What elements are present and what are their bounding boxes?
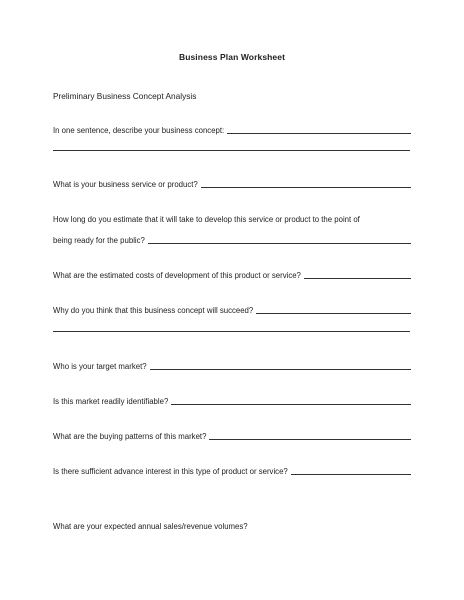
question-label: How long do you estimate that it will take to develop this service or product to the point of bbox=[53, 215, 360, 224]
answer-line-service-or-product[interactable] bbox=[201, 187, 411, 188]
answer-line-target-market[interactable] bbox=[150, 369, 411, 370]
question-label: Who is your target market? bbox=[53, 362, 147, 371]
answer-line-why-succeed-2[interactable] bbox=[53, 331, 410, 332]
question-service-or-product bbox=[53, 180, 411, 189]
question-development-costs bbox=[53, 271, 411, 280]
question-market-identifiable bbox=[53, 397, 411, 406]
answer-line-business-concept[interactable] bbox=[227, 133, 411, 134]
question-sales-volumes bbox=[53, 522, 411, 531]
question-label: What are your expected annual sales/revenue volumes? bbox=[53, 522, 248, 531]
answer-line-market-identifiable[interactable] bbox=[171, 404, 411, 405]
question-buying-patterns bbox=[53, 432, 411, 441]
section-heading: Preliminary Business Concept Analysis bbox=[53, 91, 197, 101]
question-label: What are the buying patterns of this market? bbox=[53, 432, 207, 441]
question-label: being ready for the public? bbox=[53, 236, 145, 245]
answer-line-buying-patterns[interactable] bbox=[209, 439, 411, 440]
answer-line-development-costs[interactable] bbox=[304, 278, 411, 279]
question-why-succeed bbox=[53, 306, 411, 315]
page-title: Business Plan Worksheet bbox=[178, 52, 286, 62]
question-advance-interest bbox=[53, 467, 411, 476]
question-label: Why do you think that this business concept will succeed? bbox=[53, 306, 254, 315]
question-label: In one sentence, describe your business concept: bbox=[53, 126, 225, 135]
question-label: Is this market readily identifiable? bbox=[53, 397, 169, 406]
answer-line-why-succeed[interactable] bbox=[256, 313, 411, 314]
question-business-concept bbox=[53, 126, 411, 135]
answer-line-advance-interest[interactable] bbox=[291, 474, 411, 475]
question-target-market bbox=[53, 362, 411, 371]
answer-line-development-time[interactable] bbox=[148, 243, 411, 244]
question-development-time bbox=[53, 215, 411, 224]
question-label: Is there sufficient advance interest in this type of product or service? bbox=[53, 467, 288, 476]
question-development-time-cont bbox=[53, 236, 411, 245]
answer-line-business-concept-2[interactable] bbox=[53, 150, 410, 151]
question-label: What is your business service or product? bbox=[53, 180, 198, 189]
question-label: What are the estimated costs of development of this product or service? bbox=[53, 271, 301, 280]
